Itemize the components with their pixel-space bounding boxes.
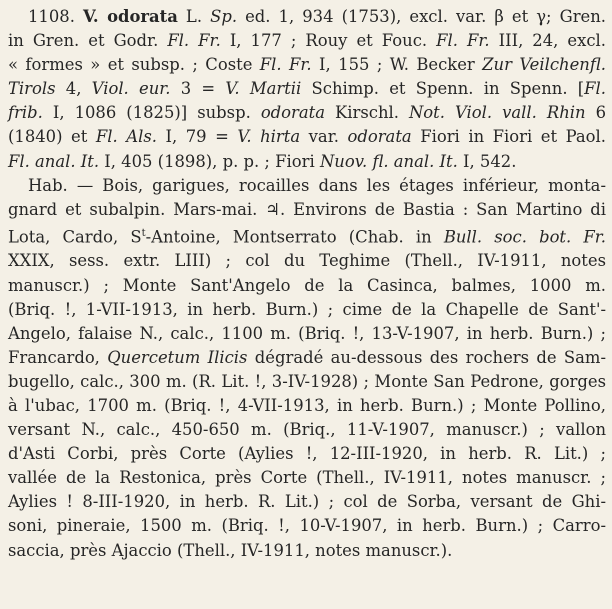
- habitat-line: [8, 442, 606, 466]
- habitat-text: saccia, près Ajaccio (Thell., IV-1911, notes manuscr.).: [8, 540, 453, 560]
- entry-text: Sp.: [210, 7, 238, 26]
- entry-text: frib.: [8, 103, 43, 123]
- habitat-text: manuscr.) ; Monte Sant'Angelo de la Casinca, balmes, 1000 m.: [8, 275, 606, 295]
- entry-text: I, 177 ; Rouy et Fouc.: [220, 31, 437, 51]
- entry-line: [8, 101, 606, 125]
- species-entry-paragraph: [8, 5, 606, 174]
- habitat-line: [8, 346, 606, 370]
- habitat-line: [8, 174, 606, 198]
- habitat-text: Angelo, falaise N., calc., 1100 m. (Briq. !, 13-V-1907, in herb. Burn.) ;: [8, 323, 606, 343]
- habitat-text: dégradé au-dessous des rochers de Sam-: [247, 347, 606, 367]
- habitat-line: [8, 490, 606, 514]
- habitat-line: [8, 418, 606, 442]
- habitat-text: vallée de la Restonica, près Corte (Thell., IV-1911, notes manuscr. ;: [8, 468, 606, 488]
- entry-text: Not. Viol. vall. Rhin: [408, 103, 586, 123]
- entry-line: [8, 5, 606, 29]
- habitat-line: [8, 249, 606, 273]
- habitat-line: [8, 298, 606, 322]
- entry-text: Viol. eur.: [91, 79, 171, 99]
- habitat-line: [8, 274, 606, 298]
- habitat-line: [8, 539, 606, 563]
- entry-text: ed. 1, 934 (1753), excl. var. β et γ; Gren.: [237, 7, 606, 26]
- habitat-text: Bull. soc. bot. Fr.: [443, 227, 606, 247]
- entry-text: Fl.: [584, 79, 606, 99]
- entry-text: I, 405 (1898), p. p. ; Fiori: [99, 151, 320, 171]
- habitat-text: t: [141, 227, 146, 239]
- habitat-text: Francardo,: [8, 347, 108, 367]
- habitat-line: [8, 322, 606, 346]
- habitat-line: [8, 514, 606, 538]
- entry-line: [8, 125, 606, 149]
- habitat-text: versant N., calc., 450-650 m. (Briq., 11-V-1907, manuscr.) ; vallon: [8, 420, 606, 440]
- entry-text: L.: [177, 7, 211, 26]
- entry-text: Tirols: [8, 79, 56, 99]
- entry-text: III, 24, excl.: [489, 31, 606, 51]
- entry-text: Schimp. et Spenn. in Spenn. [: [301, 79, 585, 99]
- habitat-paragraph: [8, 174, 606, 563]
- entry-text: 4,: [55, 79, 92, 99]
- habitat-line: [8, 466, 606, 490]
- habitat-text: à l'ubac, 1700 m. (Briq. !, 4-VII-1913, in herb. Burn.) ; Monte Pollino,: [8, 395, 606, 415]
- document-page: [8, 0, 606, 563]
- habitat-text: soni, pineraie, 1500 m. (Briq. !, 10-V-1907, in herb. Burn.) ; Carro-: [8, 516, 606, 536]
- habitat-text: Hab. — Bois, garigues, rocailles dans les étages inférieur, monta-: [28, 175, 606, 195]
- entry-text: var.: [300, 127, 348, 147]
- entry-text: I, 542.: [457, 151, 517, 171]
- entry-text: Fiori in Fiori et Paol.: [411, 127, 606, 147]
- entry-text: odorata: [347, 127, 412, 147]
- entry-text: V. Martii: [225, 79, 302, 99]
- entry-text: odorata: [260, 103, 326, 123]
- entry-text: Fl. Als.: [95, 127, 157, 147]
- habitat-text: Quercetum Ilicis: [107, 347, 248, 367]
- entry-text: in Gren. et Godr.: [8, 31, 168, 51]
- entry-text: Nuov. fl. anal. It.: [319, 151, 458, 171]
- habitat-line: [8, 198, 606, 222]
- entry-text: Kirschl.: [325, 103, 409, 123]
- habitat-text: (Briq. !, 1-VII-1913, in herb. Burn.) ; cime de la Chapelle de Sant'-: [8, 299, 606, 319]
- entry-text: 6: [585, 103, 607, 123]
- habitat-text: bugello, calc., 300 m. (R. Lit. !, 3-IV-1928) ; Monte San Pedrone, gorges: [8, 371, 606, 391]
- habitat-line: [8, 370, 606, 394]
- habitat-text: XXIX, sess. extr. LIII) ; col du Teghime (Thell., IV-1911, notes: [8, 251, 606, 271]
- entry-text: I, 79 =: [156, 127, 238, 147]
- entry-text: « formes » et subsp. ; Coste: [8, 55, 260, 75]
- entry-text: V. odorata: [82, 7, 178, 26]
- entry-text: Fl. anal. It.: [8, 151, 100, 171]
- habitat-line: [8, 394, 606, 418]
- entry-text: Fl. Fr.: [436, 31, 490, 51]
- habitat-text: d'Asti Corbi, près Corte (Aylies !, 12-III-1920, in herb. R. Lit.) ;: [8, 444, 606, 464]
- entry-text: I, 155 ; W. Becker: [311, 55, 483, 75]
- entry-text: Zur Veilchenfl.: [482, 55, 606, 75]
- entry-text: 3 =: [170, 79, 226, 99]
- habitat-line: [8, 222, 606, 250]
- habitat-text: gnard et subalpin. Mars-mai. ♃. Environs de Bastia : San Martino di: [8, 199, 606, 219]
- entry-text: Fl. Fr.: [259, 55, 312, 75]
- entry-text: V. hirta: [237, 127, 301, 147]
- entry-line: [8, 29, 606, 53]
- entry-line: [8, 77, 606, 101]
- entry-line: [8, 150, 606, 174]
- habitat-text: Aylies ! 8-III-1920, in herb. R. Lit.) ; col de Sorba, versant de Ghi-: [8, 492, 606, 512]
- habitat-text: -Antoine, Montserrato (Chab. in: [145, 227, 444, 247]
- entry-text: I, 1086 (1825)] subsp.: [42, 103, 261, 123]
- entry-text: 1108.: [28, 7, 83, 26]
- entry-line: [8, 53, 606, 77]
- habitat-text: Lota, Cardo, S: [8, 227, 142, 247]
- entry-text: (1840) et: [8, 127, 96, 147]
- entry-text: Fl. Fr.: [167, 31, 221, 51]
